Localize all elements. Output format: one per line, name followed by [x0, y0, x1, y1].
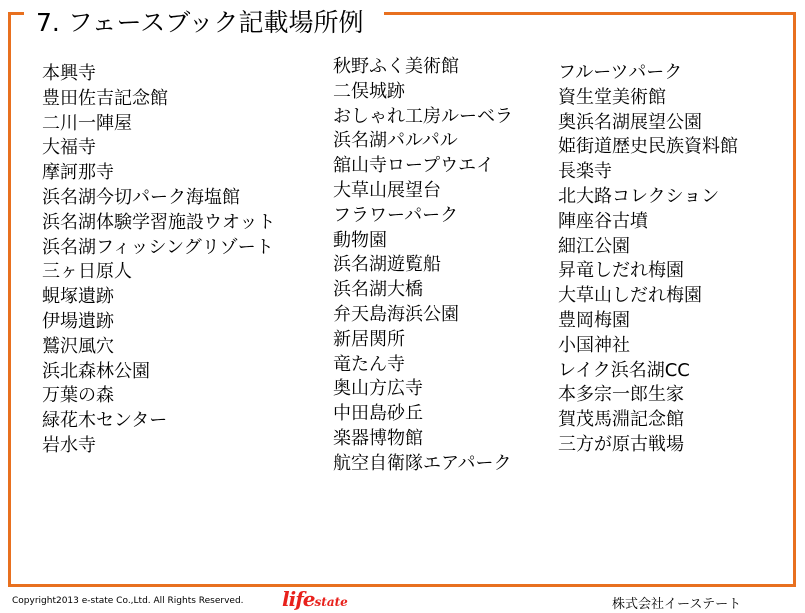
place-item: 奥浜名湖展望公園 [558, 111, 702, 133]
place-item: 本多宗一郎生家 [558, 384, 684, 406]
company-logo [282, 587, 348, 611]
place-item: 大草山展望台 [333, 179, 441, 201]
place-item: 浜北森林公園 [42, 360, 150, 382]
place-item: 大福寺 [42, 137, 96, 159]
place-item: 二俣城跡 [333, 80, 405, 102]
company-name: 株式会社イーステート [612, 597, 742, 612]
place-item: 豊田佐吉記念館 [42, 87, 168, 109]
place-item: 浜名湖パルパル [333, 130, 458, 152]
place-item: 三ヶ日原人 [42, 261, 132, 283]
place-item: 大草山しだれ梅園 [558, 285, 702, 307]
place-item: 浜名湖遊覧船 [333, 254, 441, 276]
place-item: 資生堂美術館 [558, 86, 666, 108]
place-item: 奥山方広寺 [333, 378, 423, 400]
place-item: 弁天島海浜公園 [333, 303, 459, 325]
place-item: 緑花木センター [42, 410, 168, 432]
place-item: 本興寺 [42, 63, 96, 84]
place-item: 岩水寺 [42, 434, 96, 456]
place-item: フルーツパーク [558, 62, 683, 83]
place-item: 万葉の森 [42, 385, 114, 407]
place-item: 三方が原古戦場 [558, 433, 684, 455]
place-item: 航空自衛隊エアパーク [333, 452, 512, 474]
place-item: 姫街道歴史民族資料館 [558, 136, 738, 158]
place-item: 細江公園 [558, 235, 630, 257]
place-item: 浜名湖今切パーク海塩館 [42, 186, 240, 208]
places-column-2 [333, 55, 513, 477]
place-item: 中田島砂丘 [333, 403, 423, 425]
logo-main-text: life [282, 587, 315, 611]
place-item: おしゃれ工房ルーベラ [333, 105, 513, 127]
place-item: 舘山寺ロープウエイ [333, 155, 495, 177]
place-item: 蜆塚遺跡 [42, 286, 114, 308]
place-item: 新居関所 [333, 328, 405, 350]
place-item: 伊場遺跡 [42, 310, 114, 332]
places-column-1 [42, 62, 275, 459]
place-item: 長楽寺 [558, 161, 612, 183]
place-item: 楽器博物館 [333, 427, 423, 449]
place-item: 浜名湖フィッシングリゾート [42, 236, 274, 258]
slide-title: 7. フェースブック記載場所例 [36, 8, 364, 37]
place-item: フラワーパーク [333, 204, 459, 226]
place-item: 二川一陣屋 [42, 112, 132, 134]
copyright-notice: Copyright2013 e-state Co.,Ltd. All Rights Reserved. [12, 596, 244, 606]
logo-sub-text: state [314, 595, 348, 609]
place-item: レイク浜名湖CC [558, 359, 690, 381]
place-item: 秋野ふく美術館 [333, 56, 459, 77]
place-item: 浜名湖大橋 [333, 279, 423, 301]
place-item: 浜名湖体験学習施設ウオット [42, 211, 276, 233]
place-item: 鷲沢風穴 [42, 335, 114, 357]
place-item: 小国神社 [558, 334, 630, 356]
place-item: 賀茂馬淵記念館 [558, 409, 684, 431]
place-item: 摩訶那寺 [42, 162, 114, 184]
place-item: 動物園 [333, 229, 387, 251]
place-item: 竜たん寺 [333, 353, 405, 375]
place-item: 豊岡梅園 [558, 309, 630, 331]
place-item: 北大路コレクション [558, 185, 720, 207]
place-item: 陣座谷古墳 [558, 210, 648, 232]
place-item: 昇竜しだれ梅園 [558, 260, 684, 282]
places-column-3 [558, 61, 738, 458]
